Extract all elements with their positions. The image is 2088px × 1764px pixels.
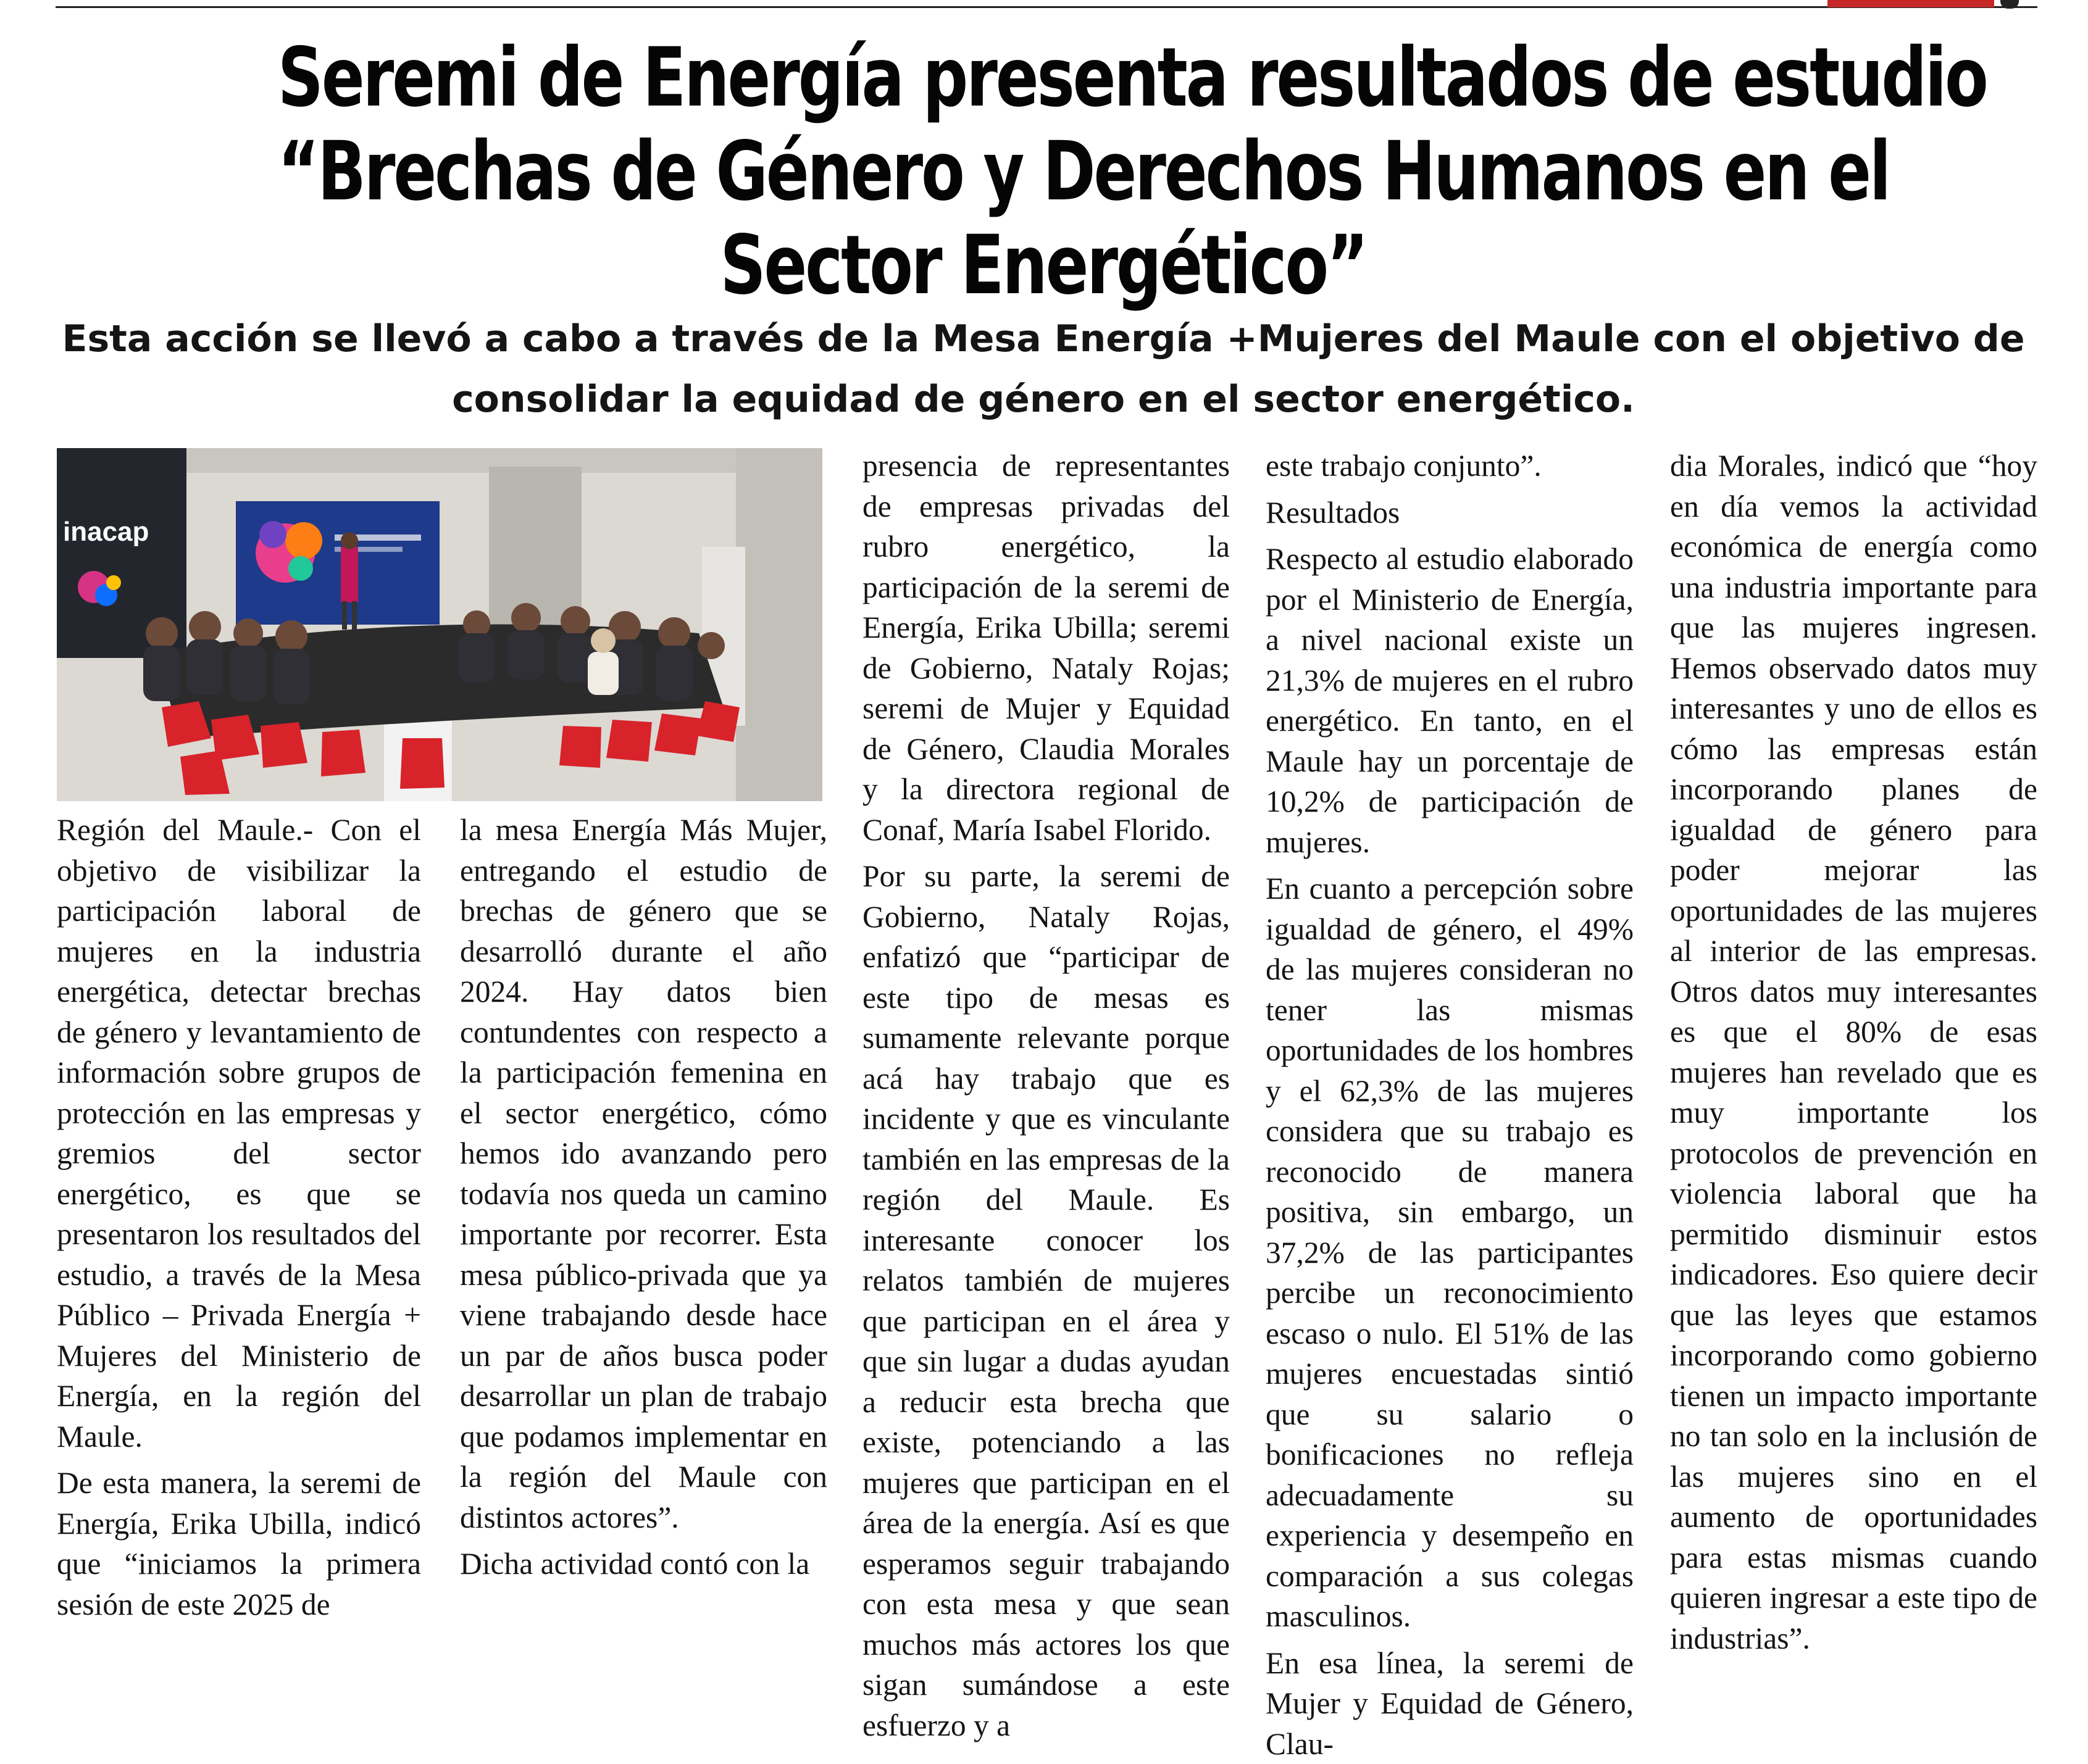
body-paragraph: este trabajo conjunto”.	[1266, 446, 1634, 486]
body-paragraph: De esta manera, la seremi de Energía, Erika Ubilla, indicó que “iniciamos la primera sesión de este 2025 de	[57, 1463, 421, 1625]
event-photo	[57, 448, 822, 801]
inacap-logo: inacap	[63, 517, 149, 547]
article-subheadline: Esta acción se llevó a cabo a través de la Mesa Energía +Mujeres del Maule con el objetivo de consolidar la equidad de género en el sector energético.	[37, 309, 2050, 430]
body-paragraph: la mesa Energía Más Mujer, entregando el estudio de brechas de género que se desarrolló durante el año 2024. Hay datos bien contundentes con respecto a la participación femenina en el sector energético, cómo hemos ido avanzando pero todavía nos queda un camino importante por recorrer. Esta mesa público-privada que ya viene trabajando desde hace un par de años busca poder desarrollar un plan de trabajo que podamos implementar en la región del Maule con distintos actores”.	[460, 810, 827, 1537]
article-column-4	[1266, 446, 1634, 1764]
article-column-1	[57, 810, 421, 1625]
body-paragraph: Dicha actividad contó con la	[460, 1544, 827, 1584]
headline-line: Sector Energético”	[278, 218, 1809, 312]
article-column-5	[1670, 446, 2037, 1658]
body-paragraph: En cuanto a percepción sobre igualdad de género, el 49% de las mujeres consideran no tener las mismas oportunidades de los hombres y el 62,3% de las mujeres considera que su trabajo es reconocido de manera positiva, sin embargo, un 37,2% de las participantes percibe un reconocimiento escaso o nulo. El 51% de las mujeres encuestadas sintió que su salario o bonificaciones no refleja adecuadamente su experiencia y desempeño en comparación a sus colegas masculinos.	[1266, 868, 1634, 1637]
article-column-2	[460, 810, 827, 1584]
body-paragraph: Por su parte, la seremi de Gobierno, Nataly Rojas, enfatizó que “participar de este tipo de mesas es sumamente relevante porque acá hay trabajo que es incidente y que es vinculante también en las empresas de la región del Maule. Es interesante conocer los relatos también de mujeres que participan en el área y que sin lugar a dudas ayudan a reducir esta brecha que existe, potenciando a las mujeres que participan en el área de la energía. Así es que esperamos seguir trabajando con esta mesa y que sean muchos más actores los que sigan sumándose a este esfuerzo y a	[862, 856, 1230, 1745]
body-paragraph: Respecto al estudio elaborado por el Ministerio de Energía, a nivel nacional existe un 21,3% de mujeres en el rubro energético. En tanto, en el Maule hay un porcentaje de 10,2% de participación de mujeres.	[1266, 539, 1634, 862]
meeting-room-illustration	[57, 448, 822, 801]
body-paragraph: presencia de representantes de empresas privadas del rubro energético, la participación de la seremi de Energía, Erika Ubilla; seremi de Gobierno, Nataly Rojas; seremi de Mujer y Equidad de Género, Claudia Morales y la directora regional de Conaf, María Isabel Florido.	[862, 446, 1230, 850]
section-subtitle: Resultados	[1266, 493, 1634, 533]
headline-line: “Brechas de Género y Derechos Humanos en el	[278, 125, 1809, 218]
article-column-3	[862, 446, 1230, 1745]
section-color-tab	[1827, 0, 1994, 7]
body-paragraph: Región del Maule.- Con el objetivo de visibilizar la participación laboral de mujeres en la industria energética, detectar brechas de género y levantamiento de información sobre grupos de protección en las empresas y gremios del sector energético, es que se presentaron los resultados del estudio, a través de la Mesa Público – Privada Energía + Mujeres del Ministerio de Energía, en la región del Maule.	[57, 810, 421, 1457]
top-rule	[56, 6, 2037, 8]
body-paragraph: dia Morales, indicó que “hoy en día vemos la actividad económica de energía como una industria importante para que las mujeres ingresen. Hemos observado datos muy interesantes y uno de ellos es cómo las empresas están incorporando planes de igualdad de género para poder mejorar las oportunidades de las mujeres al interior de las empresas. Otros datos muy interesantes es que el 80% de esas mujeres han revelado que es muy importante los protocolos de prevención en violencia laboral que ha permitido disminuir estos indicadores. Eso quiere decir que las leyes que estamos incorporando como gobierno tienen un impacto importante no tan solo en la inclusión de las mujeres sino en el aumento de oportunidades para estas mismas cuando quieren ingresar a este tipo de industrias”.	[1670, 446, 2037, 1658]
headline-line: Seremi de Energía presenta resultados de estudio	[278, 31, 1809, 125]
body-paragraph: En esa línea, la seremi de Mujer y Equidad de Género, Clau-	[1266, 1643, 1634, 1764]
article-headline	[278, 31, 1809, 312]
